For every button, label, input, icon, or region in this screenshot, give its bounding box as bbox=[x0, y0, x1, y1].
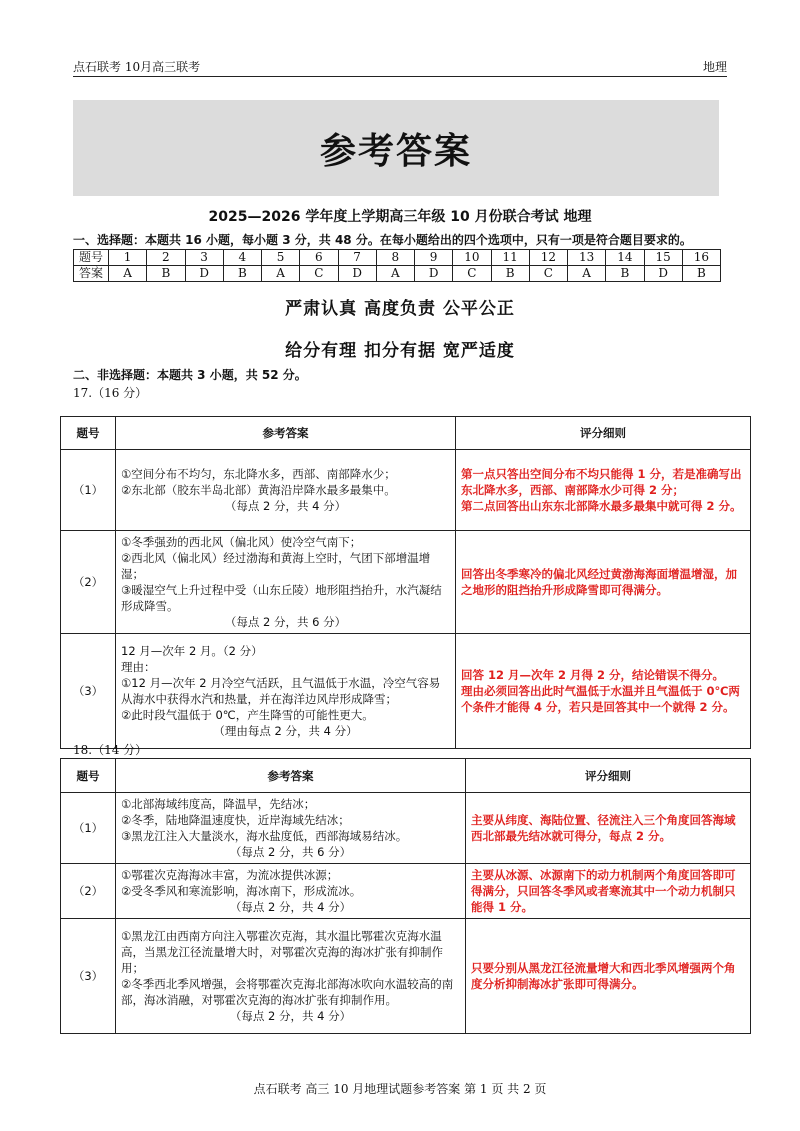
header-answer: 参考答案 bbox=[116, 417, 456, 450]
answer-cell bbox=[116, 531, 456, 634]
answer-line: ②冬季，陆地降温速度快，近岸海域先结冰； bbox=[121, 813, 350, 827]
q-answer: D bbox=[338, 266, 376, 282]
detail-cell bbox=[466, 919, 751, 1034]
answer-cell bbox=[116, 450, 456, 531]
q-number: 2 bbox=[147, 250, 185, 266]
q-number: 12 bbox=[529, 250, 567, 266]
detail-line: 第一点只答出空间分布不均只能得 1 分，若是准确写出东北降水多，西部、南部降水少可得 2 分； bbox=[461, 467, 742, 497]
page-header bbox=[73, 56, 727, 77]
row-num: （2） bbox=[61, 864, 116, 919]
q-answer: A bbox=[568, 266, 606, 282]
answer-line: ③暖湿空气上升过程中受（山东丘陵）地形阻挡抬升，水汽凝结形成降雪。 bbox=[121, 583, 442, 613]
detail-line: 主要从纬度、海陆位置、径流注入三个角度回答海域西北部最先结冰就可得分，每点 2 分。 bbox=[471, 813, 736, 843]
answer-line: ①空间分布不均匀，东北降水多，西部、南部降水少； bbox=[121, 467, 396, 481]
q-number: 10 bbox=[453, 250, 491, 266]
q-answer: C bbox=[529, 266, 567, 282]
q-number: 8 bbox=[376, 250, 414, 266]
header-detail: 评分细则 bbox=[456, 417, 751, 450]
score-note: （理由每点 2 分，共 4 分） bbox=[213, 724, 358, 738]
q-answer: A bbox=[262, 266, 300, 282]
q-number: 9 bbox=[415, 250, 453, 266]
answer-line: ②西北风（偏北风）经过渤海和黄海上空时，气团下部增温增湿； bbox=[121, 551, 431, 581]
detail-cell bbox=[466, 793, 751, 864]
row-num: （3） bbox=[61, 634, 116, 749]
row-label-number: 题号 bbox=[74, 250, 109, 266]
q-answer: B bbox=[682, 266, 720, 282]
row-num: （1） bbox=[61, 793, 116, 864]
q-answer: D bbox=[644, 266, 682, 282]
q-number: 16 bbox=[682, 250, 720, 266]
answer-line: 理由： bbox=[121, 660, 156, 674]
detail-line: 回答 12 月—次年 2 月得 2 分，结论错误不得分。 bbox=[461, 668, 725, 682]
answer-line: ②东北部（胶东半岛北部）黄海沿岸降水最多最集中。 bbox=[121, 483, 396, 497]
answer-line: ②此时段气温低于 0℃，产生降雪的可能性更大。 bbox=[121, 708, 374, 722]
q18-label: 18.（14 分） bbox=[73, 743, 148, 757]
detail-line: 回答出冬季寒冷的偏北风经过黄渤海海面增温增湿，加之地形的阻挡抬升形成降雪即可得满分。 bbox=[461, 567, 737, 597]
choice-answer-table bbox=[73, 249, 721, 282]
answer-line: ①12 月—次年 2 月冷空气活跃，且气温低于水温，冷空气容易从海水中获得水汽和热量，并在海洋边风岸形成降雪； bbox=[121, 676, 441, 706]
row-label-answer: 答案 bbox=[74, 266, 109, 282]
q18-answer-table bbox=[60, 758, 751, 1034]
q-number: 7 bbox=[338, 250, 376, 266]
q-number: 3 bbox=[185, 250, 223, 266]
detail-cell bbox=[456, 450, 751, 531]
answer-line: 12 月—次年 2 月。（2 分） bbox=[121, 644, 263, 658]
answer-line: ①黑龙江由西南方向注入鄂霍次克海，其水温比鄂霍次克海水温高，当黑龙江径流量增大时，对鄂霍次克海的海冰扩张有抑制作用； bbox=[121, 929, 443, 975]
answer-line: ②冬季西北季风增强，会将鄂霍次克海北部海冰吹向水温较高的南部，海冰消融，对鄂霍次克海的海冰扩张有抑制作用。 bbox=[121, 977, 454, 1007]
page-footer: 点石联考 高三 10 月地理试题参考答案 第 1 页 共 2 页 bbox=[253, 1082, 547, 1096]
q-number: 13 bbox=[568, 250, 606, 266]
score-note: （每点 2 分，共 4 分） bbox=[224, 499, 347, 513]
table-row bbox=[61, 450, 751, 531]
answer-cell bbox=[116, 634, 456, 749]
score-note: （每点 2 分，共 6 分） bbox=[224, 615, 347, 629]
choice-number-row bbox=[74, 250, 721, 266]
header-detail: 评分细则 bbox=[466, 759, 751, 793]
table-row bbox=[61, 919, 751, 1034]
q-number: 14 bbox=[606, 250, 644, 266]
table-header-row bbox=[61, 759, 751, 793]
header-right: 地理 bbox=[702, 60, 727, 74]
score-note: （每点 2 分，共 4 分） bbox=[229, 900, 352, 914]
answer-line: ①冬季强劲的西北风（偏北风）使冷空气南下； bbox=[121, 535, 362, 549]
section2-title: 二、非选择题：本题共 3 小题，共 52 分。 bbox=[73, 368, 307, 382]
slogan-line-2: 给分有理 扣分有据 宽严适度 bbox=[285, 341, 515, 361]
q-number: 11 bbox=[491, 250, 529, 266]
q-answer: D bbox=[185, 266, 223, 282]
header-left: 点石联考 10月高三联考 bbox=[73, 60, 201, 74]
row-num: （3） bbox=[61, 919, 116, 1034]
q-answer: B bbox=[223, 266, 261, 282]
slogan-line-1: 严肃认真 高度负责 公平公正 bbox=[285, 299, 515, 319]
detail-line: 主要从冰源、冰源南下的动力机制两个角度回答即可得满分，只回答冬季风或者寒流其中一个动力机制只能得 1 分。 bbox=[471, 868, 736, 914]
table-row bbox=[61, 793, 751, 864]
table-row bbox=[61, 531, 751, 634]
answer-line: ②受冬季风和寒流影响，海冰南下，形成流冰。 bbox=[121, 884, 362, 898]
header-num: 题号 bbox=[61, 417, 116, 450]
q-answer: B bbox=[491, 266, 529, 282]
exam-title: 2025—2026 学年度上学期高三年级 10 月份联合考试 地理 bbox=[208, 209, 592, 225]
table-row bbox=[61, 864, 751, 919]
detail-cell bbox=[466, 864, 751, 919]
table-header-row bbox=[61, 417, 751, 450]
q-answer: B bbox=[606, 266, 644, 282]
q17-answer-table bbox=[60, 416, 751, 749]
detail-line: 理由必须回答出此时气温低于水温并且气温低于 0℃两个条件才能得 4 分，若只是回答其中一个就得 2 分。 bbox=[461, 684, 740, 714]
q-answer: C bbox=[300, 266, 338, 282]
q-number: 5 bbox=[262, 250, 300, 266]
banner-title: 参考答案 bbox=[319, 130, 472, 172]
q-number: 15 bbox=[644, 250, 682, 266]
score-note: （每点 2 分，共 4 分） bbox=[229, 1009, 352, 1023]
detail-cell bbox=[456, 531, 751, 634]
q-number: 1 bbox=[109, 250, 147, 266]
title-banner bbox=[73, 100, 719, 196]
q-number: 4 bbox=[223, 250, 261, 266]
choice-answer-row bbox=[74, 266, 721, 282]
q-number: 6 bbox=[300, 250, 338, 266]
detail-line: 第二点回答出山东东北部降水最多最集中就可得 2 分。 bbox=[461, 499, 742, 513]
q-answer: A bbox=[376, 266, 414, 282]
section1-title: 一、选择题：本题共 16 小题，每小题 3 分，共 48 分。在每小题给出的四个选项中，只有一项是符合题目要求的。 bbox=[73, 233, 692, 247]
table-row bbox=[61, 634, 751, 749]
answer-line: ③黑龙江注入大量淡水，海水盐度低，西部海域易结冰。 bbox=[121, 829, 408, 843]
answer-line: ①鄂霍次克海海冰丰富，为流冰提供冰源； bbox=[121, 868, 339, 882]
score-note: （每点 2 分，共 6 分） bbox=[229, 845, 352, 859]
detail-line: 只要分别从黑龙江径流量增大和西北季风增强两个角度分析抑制海冰扩张即可得满分。 bbox=[471, 961, 736, 991]
detail-cell bbox=[456, 634, 751, 749]
row-num: （2） bbox=[61, 531, 116, 634]
row-num: （1） bbox=[61, 450, 116, 531]
answer-cell bbox=[116, 864, 466, 919]
header-num: 题号 bbox=[61, 759, 116, 793]
answer-cell bbox=[116, 793, 466, 864]
q-answer: C bbox=[453, 266, 491, 282]
q-answer: D bbox=[415, 266, 453, 282]
q17-label: 17.（16 分） bbox=[73, 386, 148, 400]
answer-line: ①北部海域纬度高，降温早，先结冰； bbox=[121, 797, 316, 811]
header-answer: 参考答案 bbox=[116, 759, 466, 793]
answer-cell bbox=[116, 919, 466, 1034]
q-answer: B bbox=[147, 266, 185, 282]
q-answer: A bbox=[109, 266, 147, 282]
